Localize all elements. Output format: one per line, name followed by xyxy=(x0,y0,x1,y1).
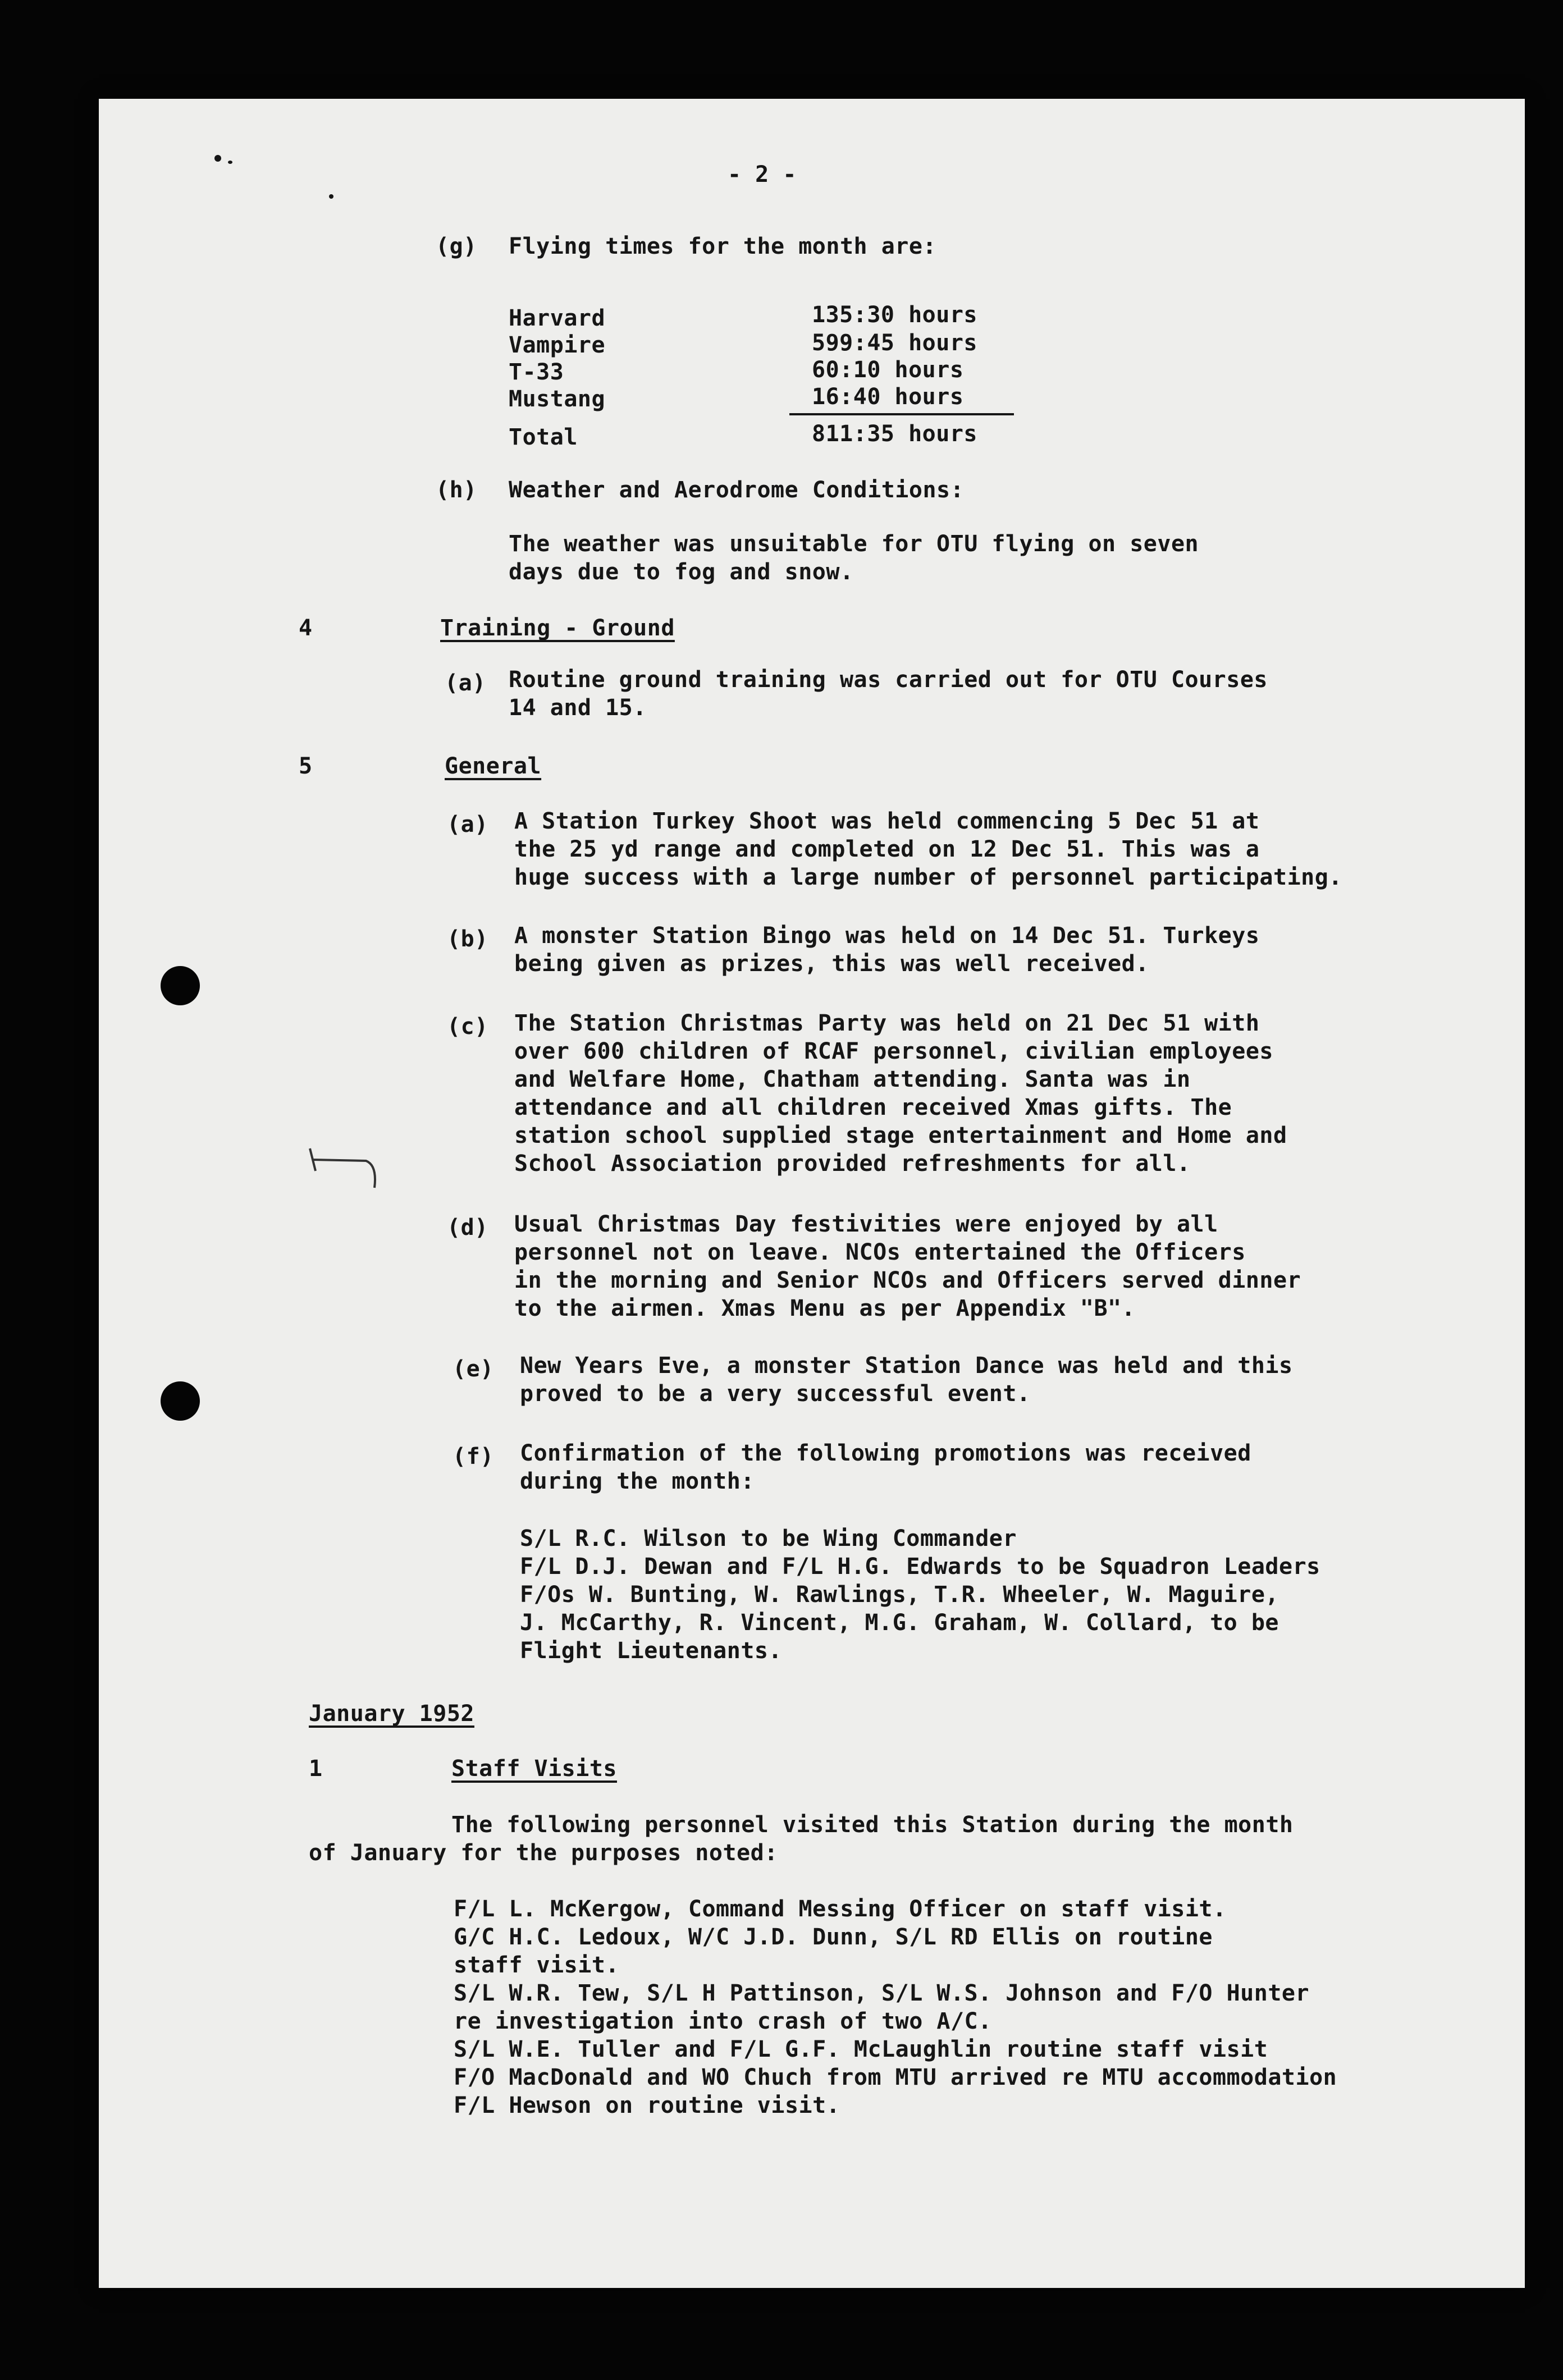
item-h-line: The weather was unsuitable for OTU flying on seven xyxy=(509,531,1199,557)
promotion-line: J. McCarthy, R. Vincent, M.G. Graham, W. Collard, to be xyxy=(520,1610,1279,1636)
item-h-line: days due to fog and snow. xyxy=(509,559,854,585)
section-5-item-label: (d) xyxy=(447,1215,488,1241)
visit-line: S/L W.E. Tuller and F/L G.F. McLaughlin routine staff visit xyxy=(454,2036,1268,2062)
section-5-item-line: attendance and all children received Xmas gifts. The xyxy=(514,1095,1232,1120)
section-5-item-line: huge success with a large number of personnel participating. xyxy=(514,864,1342,890)
section-5-item-line: School Association provided refreshments for all. xyxy=(514,1151,1191,1177)
section-5-item-label: (a) xyxy=(447,812,488,837)
section-5-item-line: Usual Christmas Day festivities were enjoyed by all xyxy=(514,1211,1218,1237)
section-5-item-line: to the airmen. Xmas Menu as per Appendix "B". xyxy=(514,1296,1136,1321)
item-h-label: (h) xyxy=(436,477,477,503)
flying-time: 135:30 hours xyxy=(812,302,977,328)
document-page xyxy=(99,99,1525,2288)
visit-line: F/L Hewson on routine visit. xyxy=(454,2093,840,2118)
item-g-label: (g) xyxy=(436,234,477,259)
flying-time: 599:45 hours xyxy=(812,330,977,356)
section-5-item-line: during the month: xyxy=(520,1468,755,1494)
section-5-item-line: the 25 yd range and completed on 12 Dec 51. This was a xyxy=(514,836,1260,862)
section-5-item-line: personnel not on leave. NCOs entertained the Officers xyxy=(514,1239,1246,1265)
section-5-heading: General xyxy=(445,753,542,779)
punch-hole-bottom xyxy=(161,1381,200,1421)
aircraft-name: Mustang xyxy=(509,386,606,412)
aircraft-name: T-33 xyxy=(509,359,564,385)
section-5-item-line: Confirmation of the following promotions was received xyxy=(520,1440,1251,1466)
section-5-item-line: A Station Turkey Shoot was held commencing 5 Dec 51 at xyxy=(514,808,1260,834)
promotion-line: Flight Lieutenants. xyxy=(520,1638,783,1664)
visit-line: F/L L. McKergow, Command Messing Officer on staff visit. xyxy=(454,1896,1227,1922)
total-label: Total xyxy=(509,424,578,450)
item-g-title: Flying times for the month are: xyxy=(509,234,937,259)
section-5-item-label: (f) xyxy=(453,1444,494,1470)
january-section-number: 1 xyxy=(309,1756,323,1782)
section-5-item-line: over 600 children of RCAF personnel, civilian employees xyxy=(514,1038,1274,1064)
january-heading: January 1952 xyxy=(309,1701,474,1727)
section-5-item-label: (e) xyxy=(453,1356,494,1382)
section-4-item-a-label: (a) xyxy=(445,670,486,696)
item-h-title: Weather and Aerodrome Conditions: xyxy=(509,477,965,503)
aircraft-name: Vampire xyxy=(509,332,606,358)
section-5-item-line: The Station Christmas Party was held on 21 Dec 51 with xyxy=(514,1010,1260,1036)
punch-hole-top xyxy=(161,966,200,1005)
ink-speck xyxy=(228,161,232,164)
visit-line: F/O MacDonald and WO Chuch from MTU arrived re MTU accommodation xyxy=(454,2065,1337,2090)
section-5-item-line: in the morning and Senior NCOs and Officers served dinner xyxy=(514,1267,1301,1293)
section-5-item-line: New Years Eve, a monster Station Dance was held and this xyxy=(520,1353,1293,1379)
visit-line: G/C H.C. Ledoux, W/C J.D. Dunn, S/L RD Ellis on routine xyxy=(454,1924,1213,1950)
section-4-item-a-line: 14 and 15. xyxy=(509,695,647,721)
page-number: - 2 - xyxy=(728,162,797,187)
section-4-heading: Training - Ground xyxy=(440,615,675,641)
january-intro-line: The following personnel visited this Station during the month xyxy=(451,1812,1294,1838)
margin-bracket-mark xyxy=(304,1137,394,1199)
january-section-heading: Staff Visits xyxy=(451,1756,617,1782)
section-5-item-line: being given as prizes, this was well received. xyxy=(514,951,1149,977)
section-5-item-line: A monster Station Bingo was held on 14 Dec 51. Turkeys xyxy=(514,923,1260,949)
section-5-item-label: (b) xyxy=(447,926,488,952)
section-5-item-line: station school supplied stage entertainment and Home and xyxy=(514,1123,1287,1148)
section-5-item-line: proved to be a very successful event. xyxy=(520,1381,1031,1407)
promotion-line: S/L R.C. Wilson to be Wing Commander xyxy=(520,1526,1017,1551)
visit-line: re investigation into crash of two A/C. xyxy=(454,2008,992,2034)
january-intro-line: of January for the purposes noted: xyxy=(309,1840,778,1866)
ink-speck xyxy=(329,194,333,199)
visit-line: S/L W.R. Tew, S/L H Pattinson, S/L W.S. Johnson and F/O Hunter xyxy=(454,1980,1310,2006)
promotion-line: F/L D.J. Dewan and F/L H.G. Edwards to be Squadron Leaders xyxy=(520,1554,1320,1580)
section-5-item-label: (c) xyxy=(447,1014,488,1040)
promotion-line: F/Os W. Bunting, W. Rawlings, T.R. Wheeler, W. Maguire, xyxy=(520,1582,1279,1608)
ink-speck xyxy=(214,155,221,162)
visit-line: staff visit. xyxy=(454,1952,619,1978)
section-5-number: 5 xyxy=(299,753,313,779)
section-4-item-a-line: Routine ground training was carried out for OTU Courses xyxy=(509,667,1268,693)
section-5-item-line: and Welfare Home, Chatham attending. Santa was in xyxy=(514,1067,1191,1092)
section-4-number: 4 xyxy=(299,615,313,641)
total-time: 811:35 hours xyxy=(812,421,977,447)
aircraft-name: Harvard xyxy=(509,305,606,331)
total-rule xyxy=(789,413,1014,415)
flying-time: 16:40 hours xyxy=(812,384,964,410)
flying-time: 60:10 hours xyxy=(812,357,964,383)
